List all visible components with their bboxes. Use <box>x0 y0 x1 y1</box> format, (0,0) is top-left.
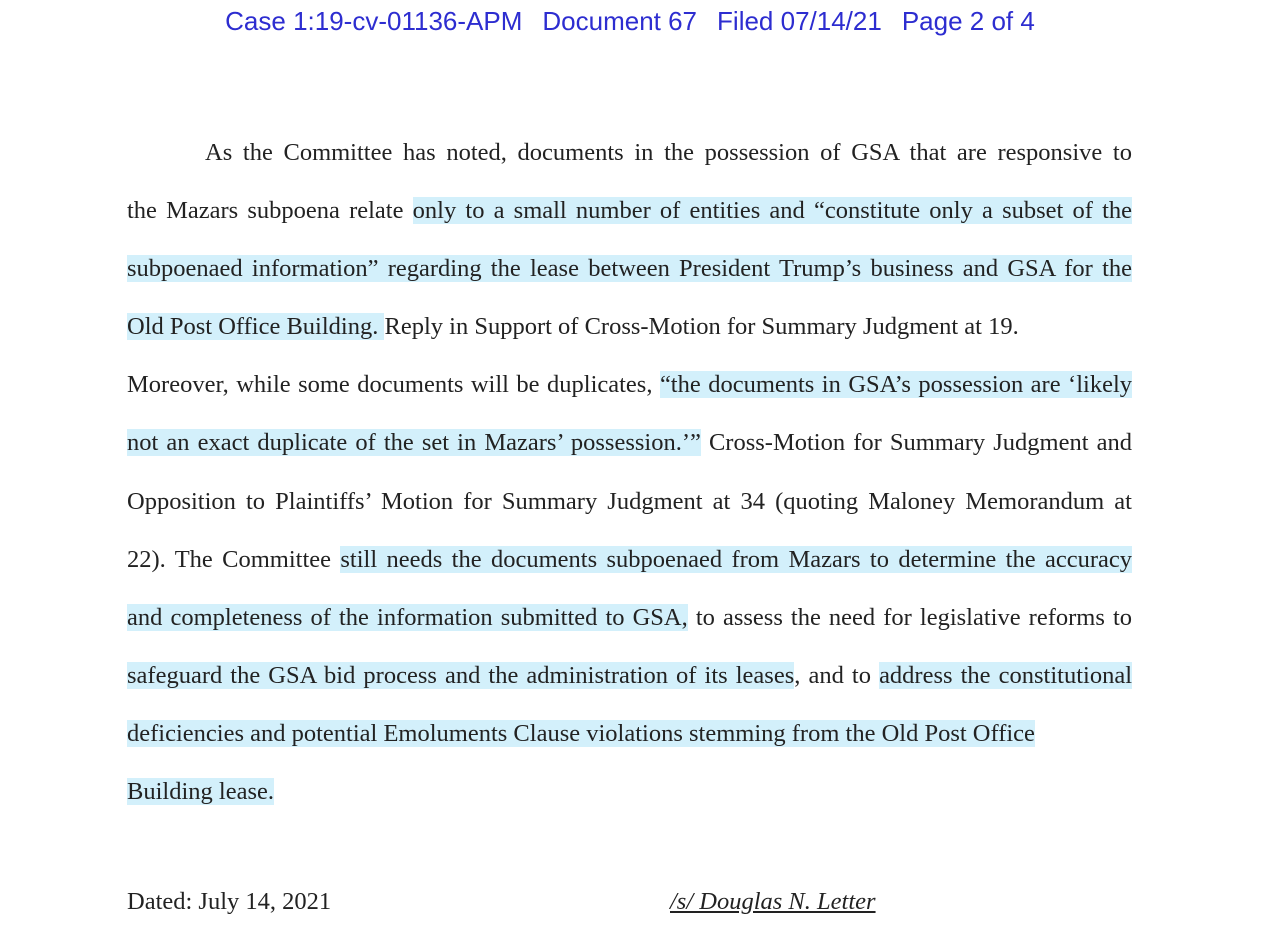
highlighted-text: deficiencies and potential Emoluments Clause violations stemming from the Old Post Office <box>127 719 1035 747</box>
body-line <box>127 654 1132 712</box>
body-line <box>127 363 1132 421</box>
text-run: the Mazars subpoena relate <box>127 197 413 225</box>
text-run: , and to <box>794 661 880 689</box>
body-line <box>127 538 1132 596</box>
text-run: Reply in Support of Cross-Motion for Summary Judgment at 19. <box>384 313 1019 341</box>
body-line <box>127 247 1132 305</box>
body-line <box>127 596 1132 654</box>
text-run: 22). The Committee <box>127 545 341 573</box>
highlighted-text: “the documents in GSA’s possession are ‘likely <box>659 371 1133 399</box>
highlighted-text: subpoenaed information” regarding the lease between President Trump’s business and GSA for the <box>127 255 1132 283</box>
case-header <box>0 6 1260 37</box>
page-indicator: Page 2 of 4 <box>901 6 1035 36</box>
document-number: Document 67 <box>542 6 698 36</box>
highlighted-text: address the constitutional <box>879 661 1132 689</box>
body-line <box>127 131 1132 189</box>
text-run: Moreover, while some documents will be duplicates, <box>127 371 660 399</box>
highlighted-text: Building lease. <box>127 778 274 806</box>
body-line <box>127 305 1132 363</box>
body-line <box>127 712 1132 770</box>
body-line <box>127 421 1132 479</box>
filed-date: Filed 07/14/21 <box>717 6 882 36</box>
highlighted-text: Old Post Office Building. <box>127 313 385 341</box>
document-body <box>127 131 1132 828</box>
text-run: to assess the need for legislative reforms to <box>687 603 1132 631</box>
text-run: Cross-Motion for Summary Judgment and <box>700 429 1132 457</box>
highlighted-text: still needs the documents subpoenaed from Mazars to determine the accuracy <box>340 545 1132 573</box>
highlighted-text: only to a small number of entities and “constitute only a subset of the <box>412 197 1132 225</box>
highlighted-text: safeguard the GSA bid process and the administration of its leases <box>127 661 795 689</box>
text-run: As the Committee has noted, documents in the possession of GSA that are responsive to <box>205 139 1132 166</box>
signature: /s/ Douglas N. Letter <box>670 888 876 915</box>
text-run: Opposition to Plaintiffs’ Motion for Summary Judgment at 34 (quoting Maloney Memorandum at <box>127 487 1132 515</box>
body-line <box>127 189 1132 247</box>
highlighted-text: and completeness of the information submitted to GSA, <box>127 603 688 631</box>
body-line <box>127 480 1132 538</box>
body-line <box>127 770 1132 828</box>
case-number: Case 1:19-cv-01136-APM <box>225 6 523 36</box>
dated-line: Dated: July 14, 2021 <box>127 888 332 915</box>
signature-block <box>127 888 1127 928</box>
highlighted-text: not an exact duplicate of the set in Mazars’ possession.’” <box>127 429 701 457</box>
